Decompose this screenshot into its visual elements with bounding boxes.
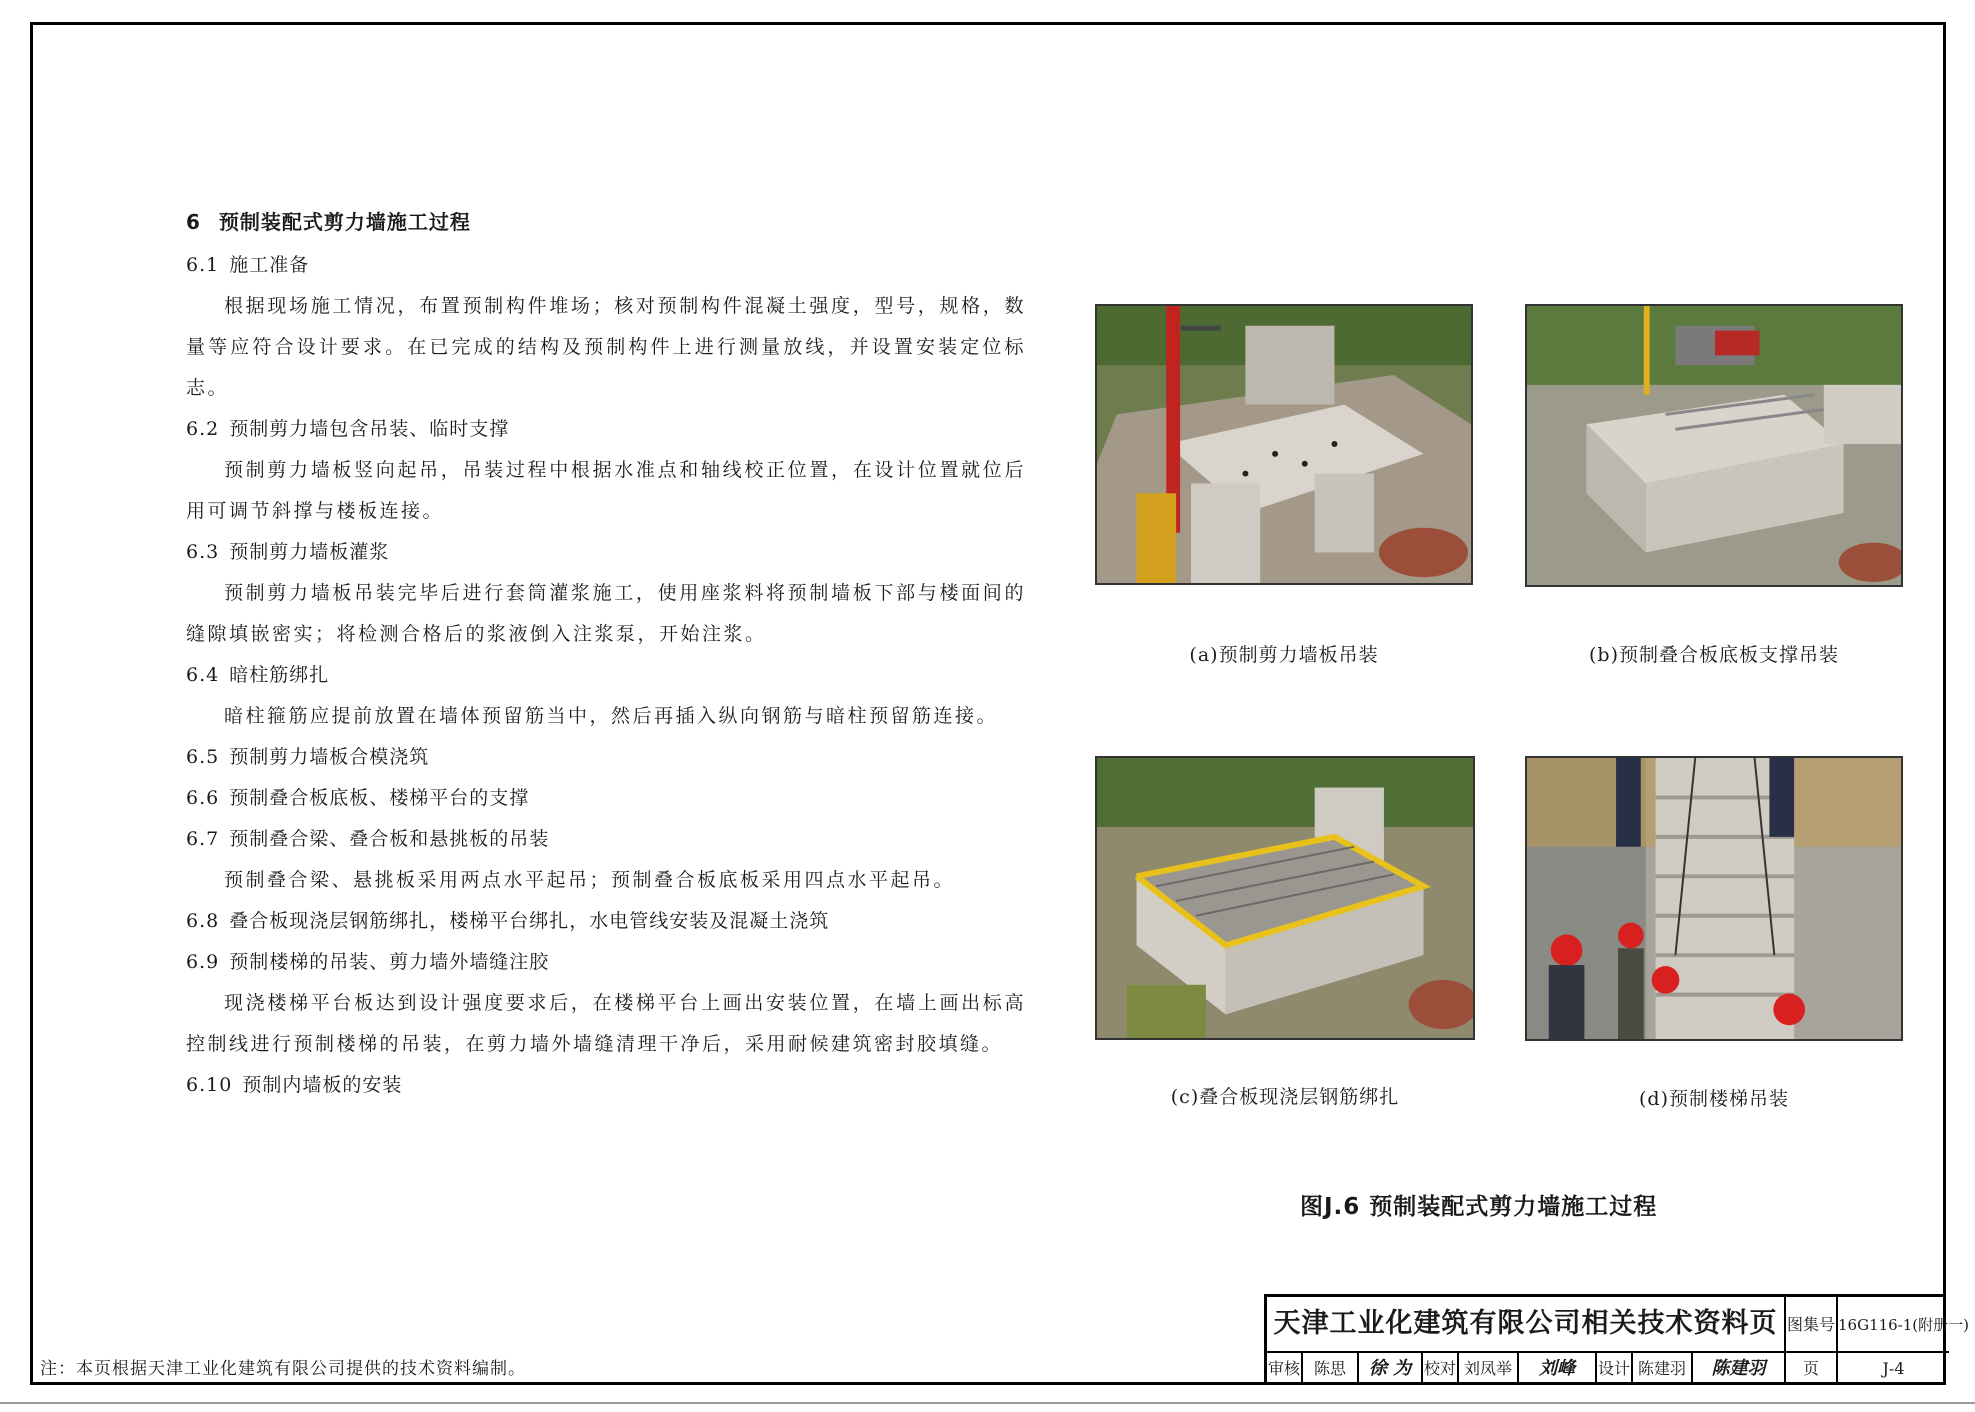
subsection-heading — [186, 942, 1026, 983]
photo-c-rebar-binding — [1095, 756, 1475, 1040]
designer-name: 陈建羽 — [1633, 1353, 1693, 1385]
subsection-title: 预制剪力墙板灌浆 — [229, 541, 390, 563]
photo-d-stair-hoisting — [1525, 756, 1903, 1041]
figure-caption: 图J.6 预制装配式剪力墙施工过程 — [1300, 1194, 1658, 1220]
subsection-heading — [186, 1065, 1026, 1106]
subsection-heading — [186, 901, 1026, 942]
caption-a: (a)预制剪力墙板吊装 — [1189, 644, 1379, 666]
caption-c: (c)叠合板现浇层钢筋绑扎 — [1170, 1086, 1400, 1108]
subsection-heading — [186, 655, 1026, 696]
designer-signature: 陈建羽 — [1693, 1353, 1786, 1385]
bottom-rule — [0, 1402, 1975, 1404]
title-block-title: 天津工业化建筑有限公司相关技术资料页 — [1267, 1297, 1786, 1353]
check-label: 校对 — [1423, 1353, 1459, 1385]
subsection-title: 预制楼梯的吊装、剪力墙外墙缝注胶 — [229, 951, 550, 973]
subsection-heading — [186, 409, 1026, 450]
paragraph: 现浇楼梯平台板达到设计强度要求后，在楼梯平台上画出安装位置，在墙上画出标高控制线进行预制楼梯的吊装，在剪力墙外墙缝清理干净后，采用耐候建筑密封胶填缝。 — [186, 992, 1026, 1055]
subsection-title: 预制叠合梁、叠合板和悬挑板的吊装 — [229, 828, 550, 850]
subsection-title: 预制叠合板底板、楼梯平台的支撑 — [229, 787, 530, 809]
subsection-number: 6.6 — [186, 787, 220, 809]
subsection-heading — [186, 245, 1026, 286]
paragraph: 根据现场施工情况，布置预制构件堆场；核对预制构件混凝土强度，型号，规格，数量等应符合设计要求。在已完成的结构及预制构件上进行测量放线，并设置安装定位标志。 — [186, 295, 1026, 399]
subsection-heading — [186, 532, 1026, 573]
subsection-number: 6.5 — [186, 746, 220, 768]
subsection-heading — [186, 737, 1026, 778]
page-number: J-4 — [1882, 1359, 1905, 1378]
section-items — [186, 245, 1026, 1106]
subsection-heading — [186, 778, 1026, 819]
checker-signature: 刘峰 — [1519, 1353, 1597, 1385]
title-block — [1264, 1294, 1970, 1385]
subsection-number: 6.7 — [186, 828, 220, 850]
subsection-title: 预制剪力墙板合模浇筑 — [229, 746, 430, 768]
subsection-title: 暗柱筋绑扎 — [229, 664, 330, 686]
reviewer-signature: 徐 为 — [1359, 1353, 1423, 1385]
review-label: 审核 — [1267, 1353, 1303, 1385]
paragraph: 预制叠合梁、悬挑板采用两点水平起吊；预制叠合板底板采用四点水平起吊。 — [224, 869, 956, 891]
subsection-number: 6.10 — [186, 1074, 233, 1096]
subsection-number: 6.8 — [186, 910, 220, 932]
paragraph: 预制剪力墙板竖向起吊，吊装过程中根据水准点和轴线校正位置，在设计位置就位后用可调节斜撑与楼板连接。 — [186, 459, 1026, 522]
footnote: 注：本页根据天津工业化建筑有限公司提供的技术资料编制。 — [40, 1359, 526, 1379]
subsection-number: 6.1 — [186, 254, 220, 276]
section-title: 6 预制装配式剪力墙施工过程 — [186, 210, 471, 234]
photo-b-slab-support-hoisting — [1525, 304, 1903, 587]
text-column — [186, 206, 1026, 1106]
atlas-number: 16G116-1(附册一) — [1838, 1297, 1949, 1353]
subsection-title: 预制剪力墙包含吊装、临时支撑 — [229, 418, 510, 440]
subsection-number: 6.3 — [186, 541, 220, 563]
photo-a-wall-hoisting — [1095, 304, 1473, 585]
reviewer-name: 陈思 — [1303, 1353, 1359, 1385]
atlas-label: 图集号 — [1786, 1297, 1838, 1353]
paragraph: 暗柱箍筋应提前放置在墙体预留筋当中，然后再插入纵向钢筋与暗柱预留筋连接。 — [224, 705, 999, 727]
paragraph: 预制剪力墙板吊装完毕后进行套筒灌浆施工，使用座浆料将预制墙板下部与楼面间的缝隙填嵌密实；将检测合格后的浆液倒入注浆泵，开始注浆。 — [186, 582, 1026, 645]
subsection-title: 施工准备 — [229, 254, 310, 276]
subsection-heading — [186, 819, 1026, 860]
caption-d: (d)预制楼梯吊装 — [1639, 1088, 1789, 1110]
subsection-number: 6.9 — [186, 951, 220, 973]
design-label: 设计 — [1597, 1353, 1633, 1385]
checker-name: 刘凤举 — [1459, 1353, 1519, 1385]
caption-b: (b)预制叠合板底板支撑吊装 — [1589, 644, 1839, 666]
subsection-number: 6.2 — [186, 418, 220, 440]
page-label: 页 — [1786, 1353, 1838, 1385]
subsection-number: 6.4 — [186, 664, 220, 686]
subsection-title: 叠合板现浇层钢筋绑扎，楼梯平台绑扎，水电管线安装及混凝土浇筑 — [229, 910, 830, 932]
subsection-title: 预制内墙板的安装 — [242, 1074, 403, 1096]
